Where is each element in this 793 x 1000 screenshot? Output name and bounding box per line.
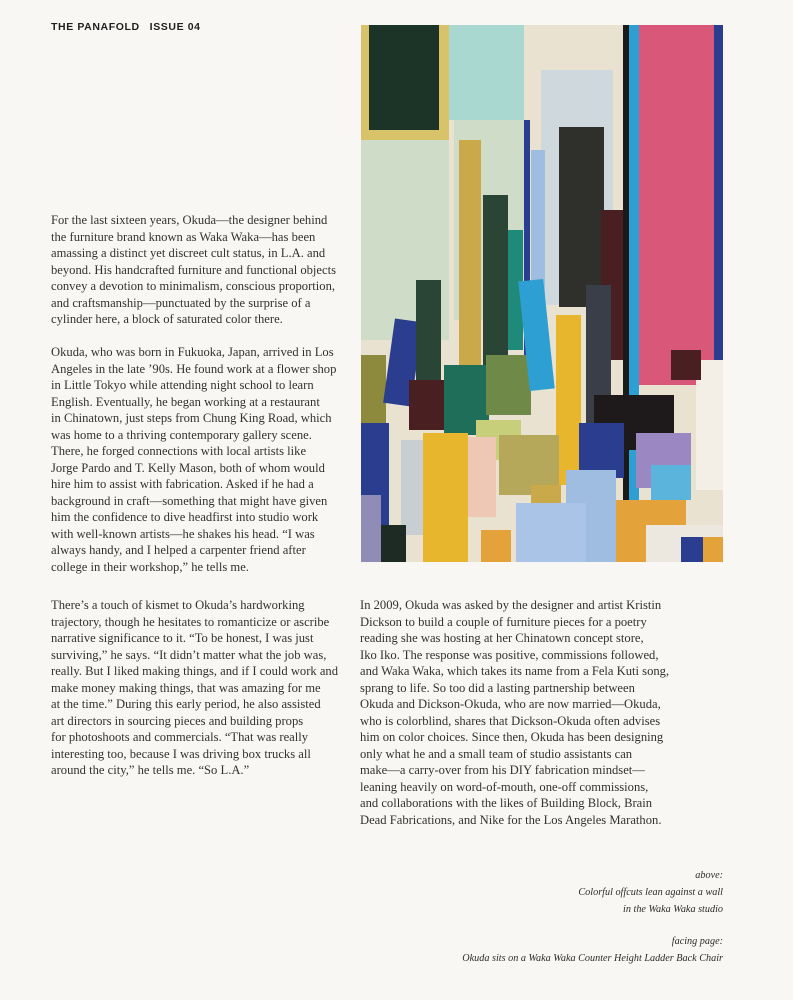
text-line: beyond. His handcrafted furniture and functional objects: [51, 262, 337, 277]
text-line: college in their workshop,” he tells me.: [51, 559, 249, 574]
text-line: There’s a touch of kismet to Okuda’s hardworking: [51, 598, 305, 612]
text-line: art directors in sourcing pieces and building props: [51, 713, 304, 728]
caption-spacer: [462, 918, 723, 934]
text-line: cylinder here, a block of saturated color there.: [51, 312, 283, 326]
text-line: only what he and a small team of studio assistants can: [360, 746, 633, 761]
text-line: make money making things, that was amazing for me: [51, 680, 321, 695]
text-line: around the city,” he tells me. “So L.A.”: [51, 763, 250, 777]
paragraph-background: [51, 344, 336, 575]
text-line: him on color choices. Since then, Okuda has been designing: [360, 730, 664, 744]
studio-offcuts-photo: [361, 25, 723, 562]
paragraph-kismet: [51, 597, 339, 779]
photo-illustration: [361, 25, 723, 562]
caption-above-line-1: Colorful offcuts lean against a wall: [578, 886, 723, 898]
text-line: There, he forged connections with local artists like: [51, 444, 307, 458]
text-line: who is colorblind, shares that Dickson-Okuda often advises: [360, 713, 661, 728]
caption-above-line-2: in the Waka Waka studio: [623, 903, 723, 915]
text-line: reading she was hosting at her Chinatown concept store,: [360, 631, 644, 645]
text-line: always handy, and I helped a carpenter friend after: [51, 543, 306, 557]
article-column-right: [360, 597, 670, 845]
article-column-left-top: [51, 212, 336, 592]
caption-above-label: above:: [695, 870, 723, 881]
text-line: Angeles in the late ’90s. He found work at a flower shop: [51, 361, 337, 376]
text-line: him the confidence to dive headfirst into studio work: [51, 510, 319, 524]
text-line: Dickson to build a couple of furniture pieces for a poetry: [360, 614, 647, 629]
text-line: make—a carry-over from his DIY fabrication mindset—: [360, 763, 645, 777]
text-line: trajectory, though he hesitates to romanticize or ascribe: [51, 614, 330, 629]
text-line: leaning heavily on word-of-mouth, one-off commissions,: [360, 779, 649, 794]
text-line: interesting too, because I was driving box trucks all: [51, 746, 311, 761]
text-line: Okuda, who was born in Fukuoka, Japan, arrived in Los: [51, 345, 334, 359]
text-line: convey a devotion to minimalism, conscious proportion,: [51, 279, 336, 293]
text-line: at the time.” During this early period, he also assisted: [51, 697, 321, 711]
photo-captions: [462, 868, 723, 968]
text-line: and collaborations with the likes of Building Block, Brain: [360, 796, 653, 810]
text-line: in Chinatown, just steps from Chung King Road, which: [51, 411, 332, 425]
paragraph-waka-waka-origin: [360, 597, 670, 828]
publication-name: THE PANAFOLD: [51, 21, 140, 33]
text-line: was home to a thriving contemporary gallery scene.: [51, 427, 312, 442]
text-line: for photoshoots and commercials. “That was really: [51, 730, 309, 744]
text-line: sprang to life. So too did a lasting partnership between: [360, 680, 635, 695]
text-line: narrative significance to it. “To be honest, I was just: [51, 631, 314, 645]
text-line: in Little Tokyo while attending night school to learn: [51, 378, 314, 392]
text-line: In 2009, Okuda was asked by the designer and artist Kristin: [360, 598, 662, 612]
masthead: [51, 21, 201, 33]
text-line: and craftsmanship—punctuated by the surprise of a: [51, 295, 311, 310]
issue-number: ISSUE 04: [149, 21, 201, 33]
text-line: with well-known artists—he shakes his head. “I was: [51, 526, 315, 541]
text-line: hire him to assist with fabrication. Asked if he had a: [51, 477, 314, 491]
text-line: surviving,” he says. “It didn’t matter what the job was,: [51, 647, 327, 662]
text-line: Iko Iko. The response was positive, commissions followed,: [360, 647, 659, 662]
text-line: background in craft—something that might have given: [51, 493, 328, 508]
article-column-left-bottom: [51, 597, 339, 795]
text-line: Jorge Pardo and T. Kelly Mason, both of whom would: [51, 460, 325, 475]
text-line: and Waka Waka, which takes its name from a Fela Kuti song,: [360, 664, 670, 678]
text-line: Dead Fabrications, and Nike for the Los Angeles Marathon.: [360, 812, 662, 827]
text-line: English. Eventually, he began working at a restaurant: [51, 394, 320, 409]
caption-facing-label: facing page:: [671, 936, 723, 948]
text-line: the furniture brand known as Waka Waka—has been: [51, 229, 316, 244]
text-line: Okuda and Dickson-Okuda, who are now married—Okuda,: [360, 697, 661, 711]
text-line: For the last sixteen years, Okuda—the designer behind: [51, 213, 328, 227]
text-line: really. But I liked making things, and if I could work and: [51, 664, 339, 678]
text-line: amassing a distinct yet discreet cult status, in L.A. and: [51, 246, 326, 260]
paragraph-intro: [51, 212, 336, 328]
caption-facing-line-1: Okuda sits on a Waka Waka Counter Height Ladder Back Chair: [462, 953, 723, 965]
